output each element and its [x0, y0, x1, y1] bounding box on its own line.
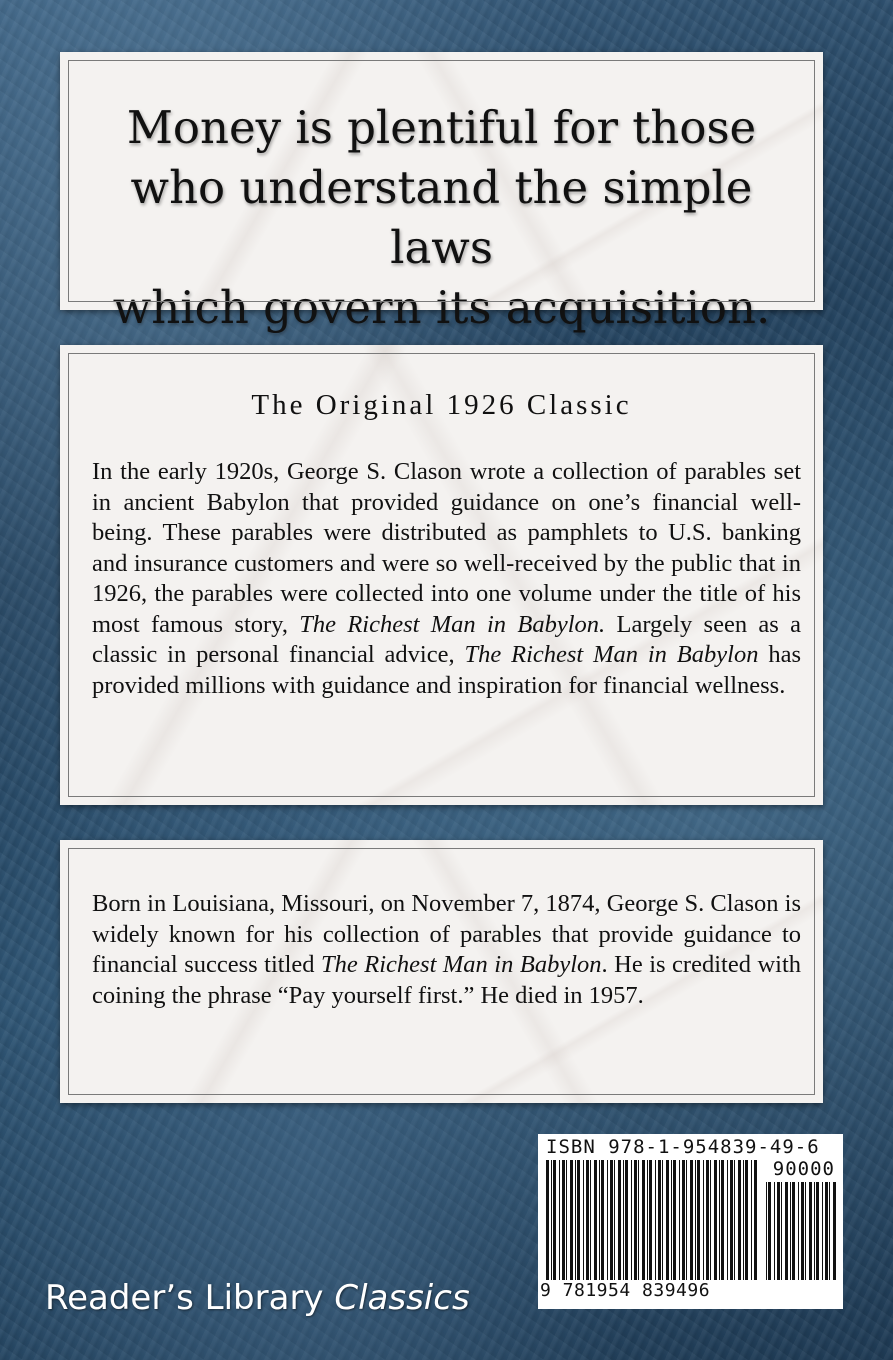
- bio-text: . He is credited with coining the phrase “Pay yourself first.” He died in 1957.: [92, 951, 801, 1009]
- quote-line: who understand the simple laws: [130, 161, 753, 274]
- price-code: 90000: [772, 1158, 835, 1180]
- isbn-barcode: [538, 1134, 843, 1309]
- quote-panel: [60, 52, 823, 334]
- author-bio: [92, 889, 801, 1011]
- book-title: The Richest Man in Babylon: [464, 641, 759, 668]
- description-text: Largely seen as a classic in personal financial advice,: [92, 610, 801, 668]
- author-bio-panel: [60, 840, 823, 1103]
- description-text: has provided millions with guidance and inspiration for financial wellness.: [92, 641, 801, 699]
- publisher-name: Reader’s Library: [45, 1278, 324, 1318]
- description-text: In the early 1920s, George S. Clason wrote a collection of parables set in ancient Babylon that provided guidance on one’s financial well-being. These parables were distributed as pamphlets to U.S. banking and insurance customers and were so well-received by the public that in 1926, the parables were collected into one volume under the title of his most famous story,: [92, 458, 801, 638]
- barcode-bars-icon: [546, 1160, 760, 1280]
- book-title: The Richest Man in Babylon.: [299, 610, 606, 638]
- quote-line: Money is plentiful for those: [126, 101, 757, 154]
- publisher-series: Classics: [334, 1278, 470, 1318]
- section-heading: The Original 1926 Classic: [251, 389, 632, 421]
- quote-line: which govern its acquisition.: [112, 281, 771, 334]
- barcode-addon-bars-icon: [766, 1182, 836, 1280]
- book-description: [92, 457, 801, 701]
- isbn-label: ISBN 978-1-954839-49-6: [546, 1136, 820, 1158]
- description-panel: [60, 345, 823, 805]
- book-title: The Richest Man in Babylon: [321, 951, 602, 978]
- tagline-quote: [80, 98, 803, 338]
- publisher-logo: [45, 1278, 470, 1318]
- bio-text: Born in Louisiana, Missouri, on November 7, 1874, George S. Clason is widely known for his collection of parables that provide guidance to financial success titled: [92, 890, 801, 978]
- barcode-digits: 9 781954 839496: [540, 1280, 711, 1301]
